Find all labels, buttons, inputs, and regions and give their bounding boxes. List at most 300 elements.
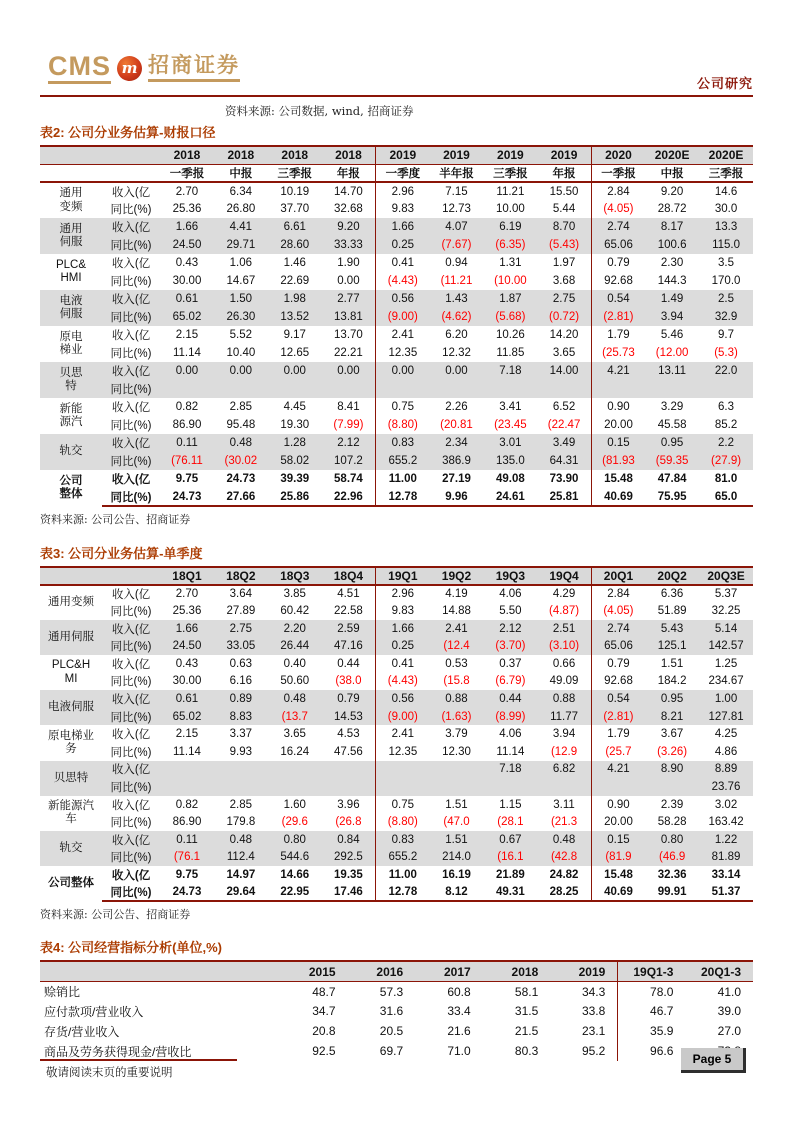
table-cell: (12.9 <box>537 743 591 761</box>
table-cell: (25.73 <box>602 347 635 359</box>
table-cell: 65.06 <box>591 637 645 655</box>
table-cell: 86.90 <box>172 816 202 829</box>
table-cell: 49.08 <box>496 473 525 485</box>
table-cell: 2.12 <box>322 434 376 452</box>
table-cell: (9.00) <box>376 308 430 326</box>
table-cell <box>214 380 268 398</box>
table-cell: 26.44 <box>268 637 322 655</box>
table-cell: (4.87) <box>537 602 591 620</box>
table-cell: 13.81 <box>322 308 376 326</box>
row-label-business: 通用伺服 <box>40 218 102 254</box>
table-cell: 22.58 <box>322 602 376 620</box>
table-cell: 41.0 <box>717 984 741 999</box>
table-cell: 24.73 <box>160 884 214 902</box>
row-label-metric: 同比(%) <box>102 849 160 867</box>
table-cell: 0.48 <box>537 831 591 849</box>
table-row <box>40 761 753 779</box>
table-cell: 142.57 <box>699 637 753 655</box>
table-cell: 20.5 <box>379 1024 404 1039</box>
row-label-metric: 同比(%) <box>110 676 152 689</box>
row-label-business: 电液伺服 <box>40 690 102 725</box>
table-cell <box>268 778 322 796</box>
table-cell: 0.95 <box>645 690 699 708</box>
table-cell: (2.81) <box>591 708 645 726</box>
table-cell: 6.36 <box>660 587 684 600</box>
table-row <box>40 290 753 308</box>
table-cell: 49.09 <box>537 673 591 691</box>
table-cell <box>160 778 214 796</box>
table-cell: 0.79 <box>607 257 630 269</box>
table-cell <box>591 380 645 398</box>
row-label-metric: 收入(亿 <box>111 258 151 270</box>
table-cell: (2.81) <box>591 308 645 326</box>
table-row <box>40 362 753 380</box>
table-cell: 60.42 <box>280 604 310 617</box>
table-cell: 0.56 <box>376 690 430 708</box>
table-row <box>40 398 753 416</box>
table-cell: 3.68 <box>537 272 591 290</box>
table-cell <box>268 380 322 398</box>
column-header-year: 2018 <box>268 146 322 164</box>
table-cell: 0.95 <box>645 434 699 452</box>
table-cell: 2.51 <box>537 620 591 638</box>
table-cell: 92.68 <box>604 675 633 688</box>
table-cell: (10.00 <box>494 275 527 287</box>
table-cell: 50.60 <box>280 675 310 688</box>
table-cell <box>322 380 376 398</box>
table-cell: 57.3 <box>379 984 404 999</box>
table-cell: 46.7 <box>650 1004 674 1019</box>
table-cell: (23.45 <box>494 419 527 431</box>
table-cell: 8.17 <box>645 218 699 236</box>
table-cell: 10.26 <box>496 329 525 341</box>
column-header-period: 半年报 <box>430 164 484 182</box>
table-cell: (9.00) <box>376 708 430 726</box>
table-cell: 2.15 <box>175 728 199 741</box>
column-header-quarter: 19Q1 <box>376 567 430 585</box>
brand-name: 招商证券 <box>148 54 240 82</box>
table-cell: 6.3 <box>718 401 735 413</box>
table-cell: 2.2 <box>699 434 753 452</box>
row-label-business: 通用变频 <box>59 187 83 213</box>
page-header <box>40 52 753 94</box>
table-cell: 65.0 <box>699 488 753 506</box>
table-cell: 12.78 <box>376 884 430 902</box>
table-cell: 58.28 <box>657 816 687 829</box>
table-cell: 51.89 <box>657 604 687 617</box>
table-row <box>40 218 753 236</box>
table-cell: 27.19 <box>442 473 471 485</box>
table-cell: 24.50 <box>160 637 214 655</box>
table-cell <box>645 778 699 796</box>
row-label-metric: 收入(亿 <box>111 186 151 199</box>
column-header-period: 三季报 <box>268 164 322 182</box>
row-label-business: 贝思特 <box>40 362 102 398</box>
table-cell: 33.4 <box>447 1004 471 1019</box>
table-cell: 11.00 <box>388 473 417 485</box>
table-cell: 8.90 <box>645 761 699 779</box>
table-cell: (16.1 <box>483 849 537 867</box>
table-cell: 14.70 <box>322 182 376 200</box>
table-cell: (12.4 <box>430 637 484 655</box>
table-cell: 115.0 <box>699 236 753 254</box>
table-cell: 3.94 <box>645 308 699 326</box>
table-cell <box>430 761 484 779</box>
table-cell: 8.83 <box>214 708 268 726</box>
table-cell: 95.2 <box>550 1041 618 1061</box>
table-cell: 78.0 <box>650 984 674 999</box>
table-cell: 48.7 <box>312 984 336 999</box>
table-cell: 11.85 <box>496 347 525 359</box>
table-cell: 39.39 <box>280 473 310 485</box>
table-cell: 17.46 <box>322 884 376 902</box>
table-cell: 655.2 <box>376 849 430 867</box>
table-cell: 4.29 <box>537 585 591 603</box>
row-label-metric: 应付款项/营业收入 <box>44 1004 144 1019</box>
table-cell: 3.94 <box>537 725 591 743</box>
table-cell: 127.81 <box>699 708 753 726</box>
row-label-business: 原电梯业 <box>59 330 83 356</box>
table-cell: 22.0 <box>699 362 753 380</box>
table-cell: 7.18 <box>483 362 537 380</box>
table-cell <box>160 761 214 779</box>
table-row <box>40 602 753 620</box>
table-cell: 0.00 <box>160 362 214 380</box>
table-cell: (11.21 <box>440 275 473 287</box>
header-divider <box>40 95 753 97</box>
table-cell: 12.32 <box>442 347 471 359</box>
table-cell: 15.50 <box>537 182 591 200</box>
column-header: 2015 <box>280 961 348 981</box>
table-cell: 33.8 <box>550 1001 618 1021</box>
table-cell: 0.48 <box>214 831 268 849</box>
column-header-period: 一季报 <box>160 164 214 182</box>
row-label-metric: 收入(亿 <box>102 761 160 779</box>
table-cell: 10.19 <box>280 185 310 198</box>
table-cell: 0.56 <box>376 290 430 308</box>
table-cell: 12.35 <box>388 745 418 758</box>
table-cell: 3.64 <box>229 587 253 600</box>
column-header-period: 中报 <box>645 164 699 182</box>
table-cell: 47.16 <box>322 637 376 655</box>
table-cell: 2.30 <box>660 257 684 269</box>
table-row <box>40 236 753 254</box>
row-label-metric: 同比(%) <box>102 452 160 470</box>
table-cell: 4.45 <box>283 401 306 413</box>
table-cell: 81.89 <box>699 849 753 867</box>
table-cell: 1.51 <box>660 657 684 670</box>
table-row <box>40 778 753 796</box>
table-cell: 5.46 <box>660 329 684 341</box>
corner-cell <box>40 164 160 182</box>
row-label-business: 原电梯业务 <box>48 729 94 755</box>
table-cell: 3.65 <box>537 344 591 362</box>
table4-title: 表4: 公司经营指标分析(单位,%) <box>40 940 223 956</box>
table-row <box>40 1001 753 1021</box>
table-cell: 92.5 <box>312 1044 336 1059</box>
table-cell: 0.00 <box>322 362 376 380</box>
row-label-business: 新能源汽车 <box>48 800 94 826</box>
table-row <box>40 813 753 831</box>
table-cell: (81.9 <box>591 849 645 867</box>
table-cell: 73.90 <box>537 470 591 488</box>
table-cell: 14.88 <box>442 604 471 617</box>
table-cell: 45.58 <box>657 419 687 431</box>
table-cell: 26.80 <box>226 203 256 215</box>
table-cell: (81.93 <box>591 452 645 470</box>
table-row <box>40 655 753 673</box>
table-cell: 10.40 <box>226 347 256 359</box>
table-cell: 0.37 <box>499 657 522 670</box>
table-cell: 28.60 <box>268 236 322 254</box>
table-cell: 2.5 <box>699 290 753 308</box>
table-cell <box>214 761 268 779</box>
table-cell: 9.96 <box>430 488 484 506</box>
table-cell: 14.20 <box>537 326 591 344</box>
column-header <box>40 961 280 981</box>
page-number-badge: Page 5 <box>681 1048 746 1073</box>
row-label-metric: 收入(亿 <box>102 434 160 452</box>
table-cell: 99.91 <box>645 884 699 902</box>
table-cell <box>376 778 430 796</box>
table-cell: (4.62) <box>430 308 484 326</box>
table-cell: 0.90 <box>607 401 630 413</box>
table-cell: 4.86 <box>714 745 738 758</box>
table-cell: 2.70 <box>175 587 199 600</box>
table-cell: 0.11 <box>160 831 214 849</box>
table-cell: 49.31 <box>483 884 537 902</box>
table-cell: 39.0 <box>717 1004 741 1019</box>
table-cell: 9.7 <box>718 329 735 341</box>
table-cell: 386.9 <box>430 452 484 470</box>
table-cell <box>699 380 753 398</box>
row-label-business: 通用伺服 <box>40 620 102 655</box>
table-cell: 21.6 <box>447 1024 471 1039</box>
row-label-metric: 商品及劳务获得现金/营收比 <box>44 1044 192 1059</box>
table-cell: 0.79 <box>322 690 376 708</box>
table-cell: 14.6 <box>714 185 738 198</box>
table-cell: 35.9 <box>650 1024 674 1039</box>
table-cell: 30.0 <box>714 203 738 215</box>
table-cell: 51.37 <box>699 884 753 902</box>
table-cell: 71.0 <box>447 1044 471 1059</box>
table-cell: 31.5 <box>514 1004 539 1019</box>
table-cell: 86.90 <box>172 419 202 431</box>
table-cell: (42.8 <box>537 849 591 867</box>
table-cell: 0.48 <box>214 434 268 452</box>
table-cell: (30.02 <box>214 452 268 470</box>
table-cell: 22.69 <box>280 275 310 287</box>
table-cell: (4.05) <box>603 203 634 215</box>
table2-title: 表2: 公司分业务估算-财报口径 <box>40 125 216 140</box>
table-cell: 2.41 <box>391 728 415 741</box>
table-cell: 9.75 <box>175 868 199 881</box>
row-label-metric: 收入(亿 <box>102 362 160 380</box>
table-cell: 11.77 <box>537 708 591 726</box>
table-cell: 1.49 <box>645 290 699 308</box>
source-note-top: 资料来源: 公司数据, wind, 招商证券 <box>225 104 414 118</box>
table-cell: 2.26 <box>445 401 468 413</box>
table-row <box>40 585 753 603</box>
table-cell: 23.1 <box>550 1021 618 1041</box>
row-label-business: 轨交 <box>40 831 102 866</box>
table-cell: (3.26) <box>657 745 688 758</box>
table-cell: 6.16 <box>229 675 253 688</box>
table-cell: 0.66 <box>537 655 591 673</box>
table-cell: (76.1 <box>160 849 214 867</box>
row-label-metric: 收入(亿 <box>111 799 151 812</box>
table-cell: 0.94 <box>445 257 468 269</box>
table-cell: (22.47 <box>537 416 591 434</box>
column-header-year: 2019 <box>537 146 591 164</box>
table3-source: 资料来源: 公司公告、招商证券 <box>40 908 191 922</box>
table-cell: 6.19 <box>483 218 537 236</box>
table-row <box>40 200 753 218</box>
table-cell: 234.67 <box>708 675 744 688</box>
table-cell: (0.72) <box>537 308 591 326</box>
table-cell: 107.2 <box>322 452 376 470</box>
table-cell: 5.44 <box>537 200 591 218</box>
table-row <box>40 434 753 452</box>
table-cell: 2.12 <box>483 620 537 638</box>
table-row <box>40 452 753 470</box>
row-label-metric: 收入(亿 <box>111 588 151 601</box>
table-cell: 3.37 <box>229 728 253 741</box>
table-cell <box>430 380 484 398</box>
table-cell: 6.34 <box>229 185 253 198</box>
table-cell: 37.70 <box>280 203 310 215</box>
table-cell: 27.0 <box>717 1024 741 1039</box>
table-header-row <box>40 961 753 981</box>
table-cell: 28.72 <box>657 203 687 215</box>
table2-source: 资料来源: 公司公告、招商证券 <box>40 513 191 526</box>
table-cell: 0.00 <box>268 362 322 380</box>
table-row <box>40 673 753 691</box>
table-cell: 5.37 <box>714 587 738 600</box>
table-cell: 1.00 <box>699 690 753 708</box>
table4-operating-metrics <box>40 960 753 1061</box>
table-cell: 2.20 <box>268 620 322 638</box>
cms-logo-m-icon <box>117 56 142 81</box>
table-cell: 20.8 <box>312 1024 336 1039</box>
table-cell: 22.96 <box>322 488 376 506</box>
table-cell: 0.00 <box>322 272 376 290</box>
table-cell: 0.79 <box>607 657 630 670</box>
row-label-business: 贝思特 <box>40 761 102 796</box>
table-cell: 25.81 <box>537 488 591 506</box>
column-header-quarter: 18Q4 <box>322 567 376 585</box>
table-cell: 47.56 <box>322 743 376 761</box>
table-cell: 9.17 <box>283 329 306 341</box>
table-cell: 7.18 <box>483 761 537 779</box>
table-cell: 655.2 <box>376 452 430 470</box>
table-cell: 30.00 <box>172 275 202 287</box>
column-header-quarter: 19Q3 <box>483 567 537 585</box>
table-cell: 1.98 <box>268 290 322 308</box>
row-label-business: PLC&HMI <box>51 659 91 685</box>
table-cell: 2.96 <box>391 185 415 198</box>
table-cell: 1.22 <box>699 831 753 849</box>
row-label-metric: 存货/营业收入 <box>44 1024 120 1039</box>
table-cell: 0.84 <box>322 831 376 849</box>
table-cell: 2.34 <box>430 434 484 452</box>
table-cell: 12.35 <box>388 347 418 359</box>
table-cell: 32.9 <box>699 308 753 326</box>
table-cell: 4.25 <box>714 728 738 741</box>
row-label-metric: 同比(%) <box>102 884 160 902</box>
table-cell: 1.66 <box>376 218 430 236</box>
table-cell: 65.02 <box>160 308 214 326</box>
table-cell: 34.7 <box>312 1004 336 1019</box>
table-cell: 40.69 <box>591 488 645 506</box>
table-cell: 12.30 <box>442 745 471 758</box>
cms-logo-text: CMS <box>48 52 111 84</box>
table-cell: (29.6 <box>281 816 308 829</box>
table-cell: (5.68) <box>483 308 537 326</box>
table-cell: 5.43 <box>645 620 699 638</box>
table-cell: 0.75 <box>391 798 415 811</box>
table-cell: 16.19 <box>442 868 471 881</box>
table-cell: 135.0 <box>483 452 537 470</box>
table-cell: 14.66 <box>280 868 310 881</box>
table-cell: 0.61 <box>160 290 214 308</box>
table-cell <box>483 380 537 398</box>
table-cell: 0.44 <box>322 655 376 673</box>
column-header-period: 中报 <box>214 164 268 182</box>
table-cell <box>214 778 268 796</box>
table-cell: 21.5 <box>514 1024 539 1039</box>
table-cell: 3.02 <box>714 798 738 811</box>
table-cell: 170.0 <box>711 275 741 287</box>
table-cell: (7.99) <box>322 416 376 434</box>
table-cell: 544.6 <box>268 849 322 867</box>
row-label-metric: 收入(亿 <box>111 869 151 882</box>
table-cell: (8.80) <box>387 816 418 829</box>
table-cell: 0.48 <box>268 690 322 708</box>
table-cell: 0.41 <box>391 657 415 670</box>
table-cell: 3.67 <box>660 728 684 741</box>
table-row <box>40 182 753 200</box>
table-cell: 11.00 <box>388 868 417 881</box>
table-cell: 2.41 <box>430 620 484 638</box>
table-cell: 14.53 <box>322 708 376 726</box>
table-cell: 92.68 <box>604 275 633 287</box>
column-header-year: 2020 <box>591 146 645 164</box>
table-row <box>40 1021 753 1041</box>
table-cell: 2.59 <box>322 620 376 638</box>
table-cell: 0.63 <box>229 657 253 670</box>
table-cell: 9.83 <box>391 203 415 215</box>
table-cell: 112.4 <box>214 849 268 867</box>
table-cell <box>268 761 322 779</box>
table-row <box>40 637 753 655</box>
table-cell: 27.66 <box>214 488 268 506</box>
table-row <box>40 488 753 506</box>
table-cell: 214.0 <box>430 849 484 867</box>
table-cell: 3.01 <box>483 434 537 452</box>
table-cell: 1.43 <box>430 290 484 308</box>
table-cell: 9.20 <box>322 218 376 236</box>
table-cell: 24.73 <box>160 488 214 506</box>
table-cell: 11.14 <box>496 745 525 758</box>
table-cell: 9.93 <box>229 745 253 758</box>
table-cell: 14.97 <box>226 868 256 881</box>
table-cell: 3.49 <box>537 434 591 452</box>
table-cell: 20.00 <box>604 816 633 829</box>
table-cell: 58.74 <box>322 470 376 488</box>
table-cell <box>645 380 699 398</box>
table-row <box>40 380 753 398</box>
